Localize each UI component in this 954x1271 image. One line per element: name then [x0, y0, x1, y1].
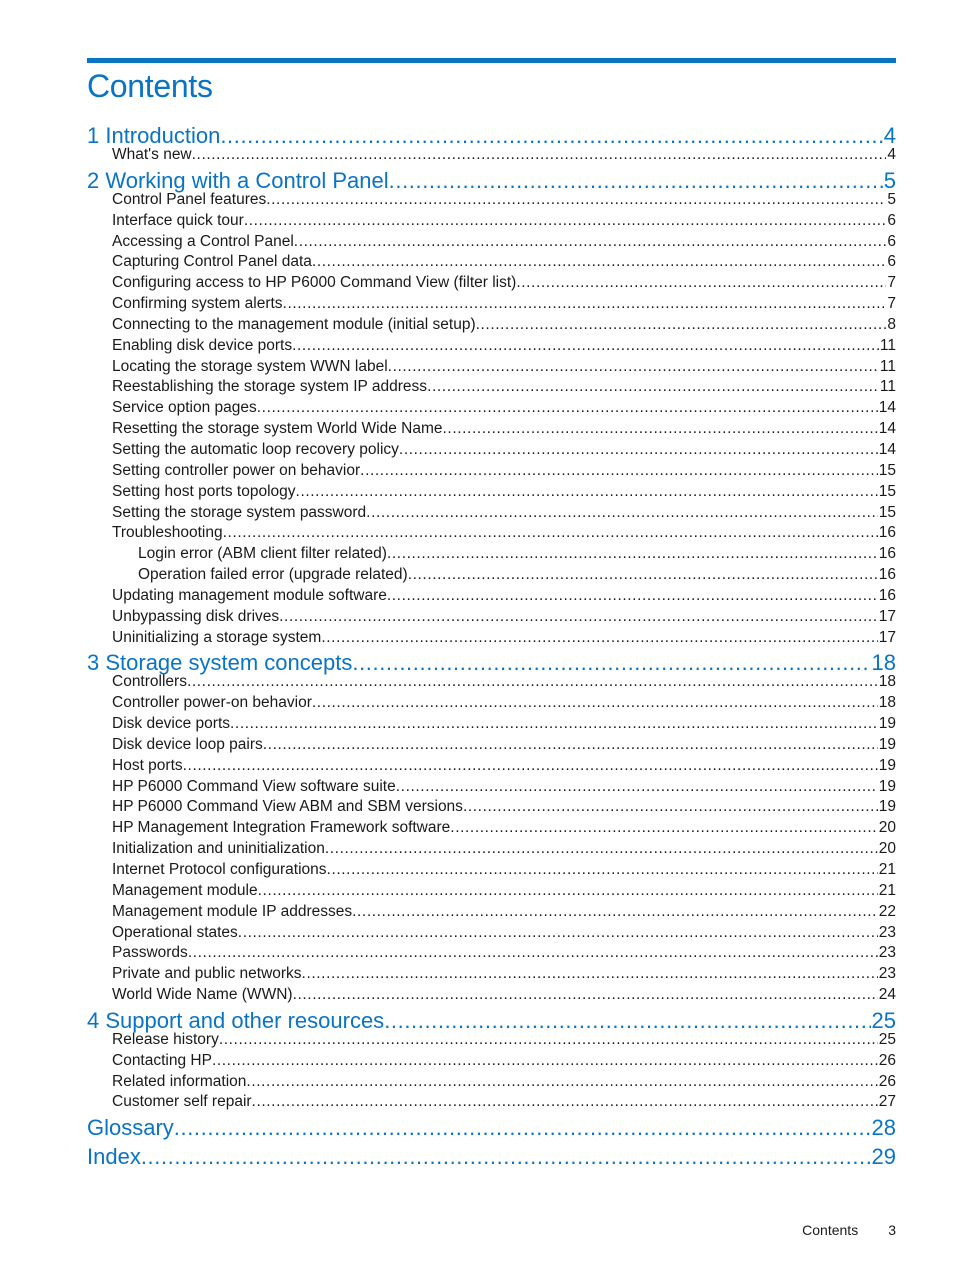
- toc-section-entry[interactable]: [87, 672, 896, 693]
- toc-entry-page: 23: [878, 923, 896, 941]
- dot-leader: [293, 985, 878, 1006]
- toc-entry-title: Private and public networks: [112, 965, 302, 983]
- dot-leader: [223, 523, 878, 544]
- dot-leader: [366, 503, 878, 524]
- toc-entry-page: 20: [878, 840, 896, 858]
- toc-entry-title: What's new: [112, 146, 192, 163]
- dot-leader: [219, 1030, 878, 1051]
- dot-leader: [387, 544, 878, 565]
- dot-leader: [352, 902, 878, 923]
- toc-subsection-entry[interactable]: [87, 544, 896, 565]
- toc-entry-page: 7: [887, 295, 896, 313]
- toc-entry-title: Uninitializing a storage system: [112, 628, 322, 646]
- dot-leader: [283, 294, 887, 315]
- toc-entry-title: Index: [87, 1144, 141, 1170]
- toc-section-entry[interactable]: [87, 357, 896, 378]
- toc-entry-page: 25: [878, 1030, 896, 1048]
- toc-entry-page: 4: [887, 146, 896, 163]
- toc-entry-page: 11: [879, 336, 896, 354]
- toc-section-entry[interactable]: [87, 211, 896, 232]
- dot-leader: [230, 714, 878, 735]
- dot-leader: [188, 943, 878, 964]
- toc-entry-title: HP Management Integration Framework software: [112, 819, 451, 837]
- dot-leader: [443, 419, 878, 440]
- toc-entry-page: 16: [878, 524, 896, 542]
- dot-leader: [141, 1142, 871, 1171]
- toc-entry-page: 26: [878, 1072, 896, 1090]
- toc-entry-title: World Wide Name (WWN): [112, 986, 293, 1004]
- toc-entry-title: Control Panel features: [112, 190, 267, 208]
- toc-section-entry[interactable]: [87, 586, 896, 607]
- top-rule: [87, 58, 896, 63]
- toc-entry-title: Resetting the storage system World Wide Name: [112, 420, 443, 438]
- footer-page-number: 3: [888, 1222, 896, 1238]
- dot-leader: [360, 461, 878, 482]
- toc-section-entry[interactable]: [87, 273, 896, 294]
- toc-entry-title: Capturing Control Panel data: [112, 253, 312, 271]
- dot-leader: [321, 628, 877, 649]
- toc-section-entry[interactable]: [87, 860, 896, 881]
- toc-entry-page: 28: [871, 1115, 896, 1141]
- toc-entry-page: 6: [887, 232, 896, 250]
- dot-leader: [183, 756, 878, 777]
- toc-section-entry[interactable]: [87, 503, 896, 524]
- toc-entry-page: 20: [878, 819, 896, 837]
- toc-section-entry[interactable]: [87, 1092, 896, 1113]
- dot-leader: [312, 693, 878, 714]
- toc-section-entry[interactable]: [87, 315, 896, 336]
- toc-entry-page: 16: [878, 586, 896, 604]
- dot-leader: [174, 1113, 871, 1142]
- toc-entry-title: Disk device loop pairs: [112, 735, 263, 753]
- toc-entry-page: 19: [878, 777, 896, 795]
- toc-chapter-entry[interactable]: [87, 1142, 896, 1171]
- toc-entry-title: Setting controller power on behavior: [112, 461, 361, 479]
- toc-section-entry[interactable]: [87, 523, 896, 544]
- toc-section-entry[interactable]: [87, 1030, 896, 1051]
- toc-entry-page: 6: [887, 253, 896, 271]
- toc-entry-title: Setting the automatic loop recovery policy: [112, 440, 399, 458]
- dot-leader: [263, 735, 878, 756]
- toc-entry-page: 11: [879, 378, 896, 396]
- table-of-contents: [87, 121, 896, 1171]
- toc-entry-title: Management module IP addresses: [112, 902, 353, 920]
- dot-leader: [238, 923, 878, 944]
- toc-section-entry[interactable]: [87, 252, 896, 273]
- toc-subsection-entry[interactable]: [87, 565, 896, 586]
- toc-entry-page: 16: [878, 545, 896, 563]
- toc-entry-page: 17: [878, 628, 896, 646]
- toc-entry-page: 15: [878, 503, 896, 521]
- toc-entry-title: Unbypassing disk drives: [112, 607, 280, 625]
- toc-section-entry[interactable]: [87, 1051, 896, 1072]
- toc-entry-page: 14: [878, 420, 896, 438]
- toc-entry-title: HP P6000 Command View software suite: [112, 777, 396, 795]
- toc-entry-page: 14: [878, 440, 896, 458]
- toc-section-entry[interactable]: [87, 756, 896, 777]
- toc-section-entry[interactable]: [87, 923, 896, 944]
- toc-entry-title: Reestablishing the storage system IP address: [112, 378, 428, 396]
- toc-section-entry[interactable]: [87, 839, 896, 860]
- toc-section-entry[interactable]: [87, 964, 896, 985]
- toc-entry-page: 18: [871, 650, 896, 676]
- toc-entry-title: Setting the storage system password: [112, 503, 367, 521]
- toc-entry-title: Glossary: [87, 1115, 174, 1141]
- toc-entry-title: 2 Working with a Control Panel: [87, 167, 389, 193]
- toc-section-entry[interactable]: [87, 985, 896, 1006]
- toc-section-entry[interactable]: [87, 1072, 896, 1093]
- toc-entry-title: Accessing a Control Panel: [112, 232, 294, 250]
- toc-section-entry[interactable]: [87, 482, 896, 503]
- dot-leader: [312, 252, 886, 273]
- toc-chapter-entry[interactable]: [87, 1113, 896, 1142]
- toc-entry-page: 18: [878, 694, 896, 712]
- dot-leader: [246, 1072, 877, 1093]
- toc-entry-title: Controllers: [112, 673, 187, 691]
- dot-leader: [292, 336, 879, 357]
- toc-section-entry[interactable]: [87, 714, 896, 735]
- toc-section-entry[interactable]: [87, 735, 896, 756]
- toc-entry-page: 4: [883, 123, 896, 148]
- toc-entry-title: Passwords: [112, 944, 188, 962]
- toc-entry-page: 8: [887, 315, 896, 333]
- toc-entry-title: Management module: [112, 881, 258, 899]
- toc-entry-title: Customer self repair: [112, 1093, 252, 1111]
- toc-entry-page: 19: [878, 735, 896, 753]
- dot-leader: [396, 777, 878, 798]
- toc-section-entry[interactable]: [87, 461, 896, 482]
- dot-leader: [399, 440, 878, 461]
- toc-section-entry[interactable]: [87, 607, 896, 628]
- toc-entry-title: Locating the storage system WWN label: [112, 357, 388, 375]
- toc-section-entry[interactable]: [87, 145, 896, 166]
- toc-entry-page: 14: [878, 399, 896, 417]
- dot-leader: [192, 145, 887, 166]
- toc-entry-page: 21: [878, 861, 896, 878]
- toc-entry-title: Initialization and uninitialization: [112, 840, 325, 858]
- toc-section-entry[interactable]: [87, 881, 896, 902]
- toc-entry-title: 3 Storage system concepts: [87, 650, 353, 676]
- toc-entry-page: 18: [878, 673, 896, 691]
- toc-section-entry[interactable]: [87, 294, 896, 315]
- toc-entry-page: 15: [878, 482, 896, 500]
- dot-leader: [212, 1051, 878, 1072]
- toc-section-entry[interactable]: [87, 777, 896, 798]
- toc-entry-page: 26: [878, 1051, 896, 1069]
- toc-entry-page: 19: [878, 798, 896, 816]
- toc-entry-page: 23: [878, 944, 896, 962]
- toc-entry-page: 6: [887, 211, 896, 229]
- dot-leader: [258, 881, 878, 902]
- toc-entry-title: Operation failed error (upgrade related): [138, 566, 408, 584]
- toc-entry-page: 23: [878, 965, 896, 983]
- toc-section-entry[interactable]: [87, 190, 896, 211]
- dot-leader: [187, 672, 878, 693]
- toc-entry-title: Login error (ABM client filter related): [138, 545, 387, 563]
- toc-entry-page: 21: [878, 881, 896, 899]
- toc-entry-title: Internet Protocol configurations: [112, 861, 327, 878]
- toc-section-entry[interactable]: [87, 628, 896, 649]
- toc-entry-title: 4 Support and other resources: [87, 1007, 385, 1033]
- dot-leader: [266, 190, 886, 211]
- toc-entry-title: Updating management module software: [112, 586, 387, 604]
- dot-leader: [327, 860, 878, 881]
- toc-entry-title: Setting host ports topology: [112, 482, 296, 500]
- toc-entry-page: 11: [879, 357, 896, 375]
- toc-entry-page: 17: [878, 607, 896, 625]
- toc-entry-title: Connecting to the management module (initial setup): [112, 315, 476, 333]
- dot-leader: [516, 273, 886, 294]
- toc-entry-title: Configuring access to HP P6000 Command View (filter list): [112, 274, 517, 292]
- toc-entry-title: 1 Introduction: [87, 123, 221, 148]
- dot-leader: [257, 398, 878, 419]
- toc-section-entry[interactable]: [87, 818, 896, 839]
- dot-leader: [387, 586, 878, 607]
- toc-entry-page: 16: [878, 566, 896, 584]
- dot-leader: [244, 211, 887, 232]
- toc-entry-title: Enabling disk device ports: [112, 336, 293, 354]
- toc-section-entry[interactable]: [87, 693, 896, 714]
- footer-label: Contents: [802, 1222, 859, 1238]
- toc-entry-title: HP P6000 Command View ABM and SBM versions: [112, 798, 463, 816]
- dot-leader: [279, 607, 878, 628]
- dot-leader: [252, 1092, 878, 1113]
- toc-entry-page: 19: [878, 715, 896, 733]
- toc-entry-title: Related information: [112, 1072, 247, 1090]
- toc-entry-title: Operational states: [112, 923, 238, 941]
- toc-entry-page: 5: [883, 167, 896, 193]
- toc-section-entry[interactable]: [87, 419, 896, 440]
- toc-section-entry[interactable]: [87, 232, 896, 253]
- toc-entry-page: 24: [878, 986, 896, 1004]
- dot-leader: [450, 818, 877, 839]
- dot-leader: [325, 839, 878, 860]
- toc-entry-title: Disk device ports: [112, 715, 231, 733]
- toc-entry-title: Contacting HP: [112, 1051, 212, 1069]
- toc-entry-page: 27: [878, 1093, 896, 1111]
- toc-entry-title: Troubleshooting: [112, 524, 223, 542]
- toc-entry-title: Confirming system alerts: [112, 295, 283, 313]
- toc-entry-title: Host ports: [112, 756, 183, 774]
- toc-section-entry[interactable]: [87, 398, 896, 419]
- dot-leader: [296, 482, 878, 503]
- dot-leader: [476, 315, 887, 336]
- toc-section-entry[interactable]: [87, 377, 896, 398]
- toc-entry-page: 5: [887, 190, 896, 208]
- dot-leader: [408, 565, 878, 586]
- toc-entry-page: 19: [878, 756, 896, 774]
- toc-entry-page: 25: [871, 1007, 896, 1033]
- dot-leader: [427, 377, 879, 398]
- dot-leader: [388, 357, 879, 378]
- toc-entry-title: Release history: [112, 1030, 219, 1048]
- dot-leader: [302, 964, 878, 985]
- toc-entry-title: Interface quick tour: [112, 211, 244, 229]
- toc-entry-title: Controller power-on behavior: [112, 694, 312, 712]
- toc-entry-page: 22: [878, 902, 896, 920]
- toc-section-entry[interactable]: [87, 943, 896, 964]
- page-footer: [802, 1222, 896, 1238]
- toc-section-entry[interactable]: [87, 902, 896, 923]
- toc-section-entry[interactable]: [87, 336, 896, 357]
- toc-section-entry[interactable]: [87, 440, 896, 461]
- toc-entry-page: 29: [871, 1144, 896, 1170]
- toc-section-entry[interactable]: [87, 797, 896, 818]
- page-title: Contents: [87, 68, 213, 104]
- toc-entry-page: 7: [887, 274, 896, 292]
- toc-entry-title: Service option pages: [112, 399, 257, 417]
- dot-leader: [294, 232, 887, 253]
- toc-entry-page: 15: [878, 461, 896, 479]
- dot-leader: [463, 797, 878, 818]
